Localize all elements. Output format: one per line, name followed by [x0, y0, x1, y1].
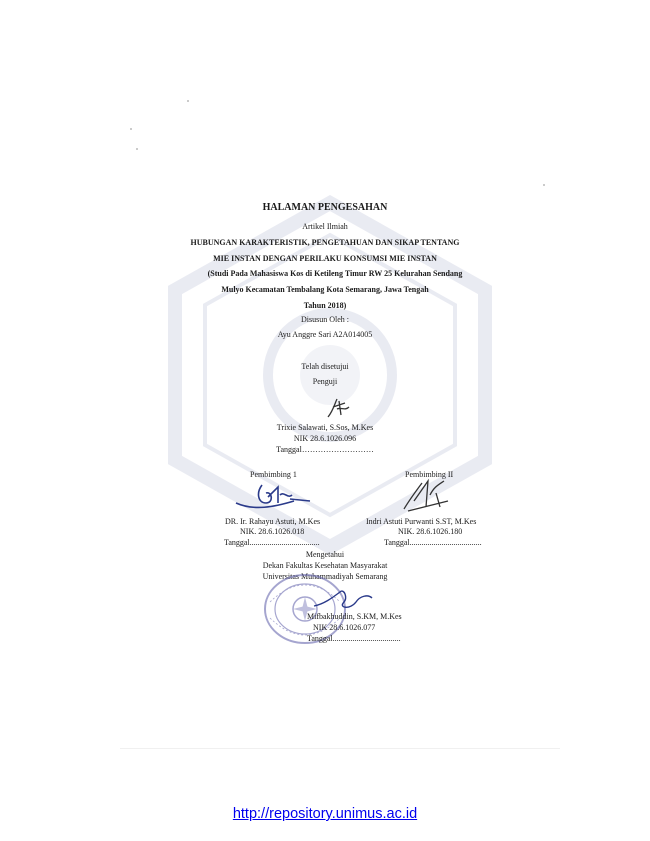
title-line-3: (Studi Pada Mahasiswa Kos di Ketileng Timur RW 25 Kelurahan Sendang — [207, 269, 463, 278]
examiner-nik: NIK 28.6.1026.096 — [293, 434, 357, 443]
advisor-2-signature — [400, 477, 454, 515]
dean-name: Mifbakhuddin, S.KM, M.Kes — [307, 612, 402, 621]
examiner-name: Trixie Salawati, S.Sos, M.Kes — [276, 423, 374, 432]
knowing-label: Mengetahui — [305, 550, 345, 559]
advisor-1-date: Tanggal................................... — [224, 538, 320, 547]
title-line-1: HUBUNGAN KARAKTERISTIK, PENGETAHUAN DAN SIKAP TENTANG — [190, 238, 460, 247]
dean-signature — [310, 584, 374, 614]
author-name: Ayu Anggre Sari A2A014005 — [277, 330, 373, 339]
advisor-2-date: Tanggal.................................... — [384, 538, 482, 547]
compiled-by-label: Disusun Oleh : — [301, 315, 349, 324]
dean-date: Tanggal.................................. — [307, 634, 401, 643]
dean-nik: NIK 28.6.1026.077 — [313, 623, 376, 632]
advisor-2-nik: NIK. 28.6.1026.180 — [398, 527, 463, 536]
examiner-date: Tanggal……………………… — [276, 445, 374, 454]
dean-institution: Universitas Muhammadiyah Semarang — [262, 572, 388, 581]
advisor-2-label: Pembimbing II — [405, 470, 454, 479]
advisor-2-name: Indri Astuti Purwanti S.ST, M.Kes — [366, 517, 477, 526]
approved-label: Telah disetujui — [301, 362, 349, 371]
dean-position: Dekan Fakultas Kesehatan Masyarakat — [262, 561, 388, 570]
advisor-1-signature — [234, 481, 314, 513]
advisor-1-label: Pembimbing 1 — [250, 470, 297, 479]
title-line-5: Tahun 2018) — [303, 301, 347, 310]
title-line-2: MIE INSTAN DENGAN PERILAKU KONSUMSI MIE INSTAN — [213, 254, 437, 263]
page-heading: HALAMAN PENGESAHAN — [262, 202, 388, 213]
advisor-1-name: DR. Ir. Rahayu Astuti, M.Kes — [225, 517, 321, 526]
document-type: Artikel Ilmiah — [302, 222, 348, 231]
examiner-label: Penguji — [312, 377, 338, 386]
examiner-signature — [325, 397, 351, 421]
advisor-1-nik: NIK. 28.6.1026.018 — [240, 527, 305, 536]
university-seal-watermark — [150, 195, 510, 555]
repository-link[interactable]: http://repository.unimus.ac.id — [232, 806, 418, 822]
title-line-4: Mulyo Kecamatan Tembalang Kota Semarang, Jawa Tengah — [221, 285, 429, 294]
